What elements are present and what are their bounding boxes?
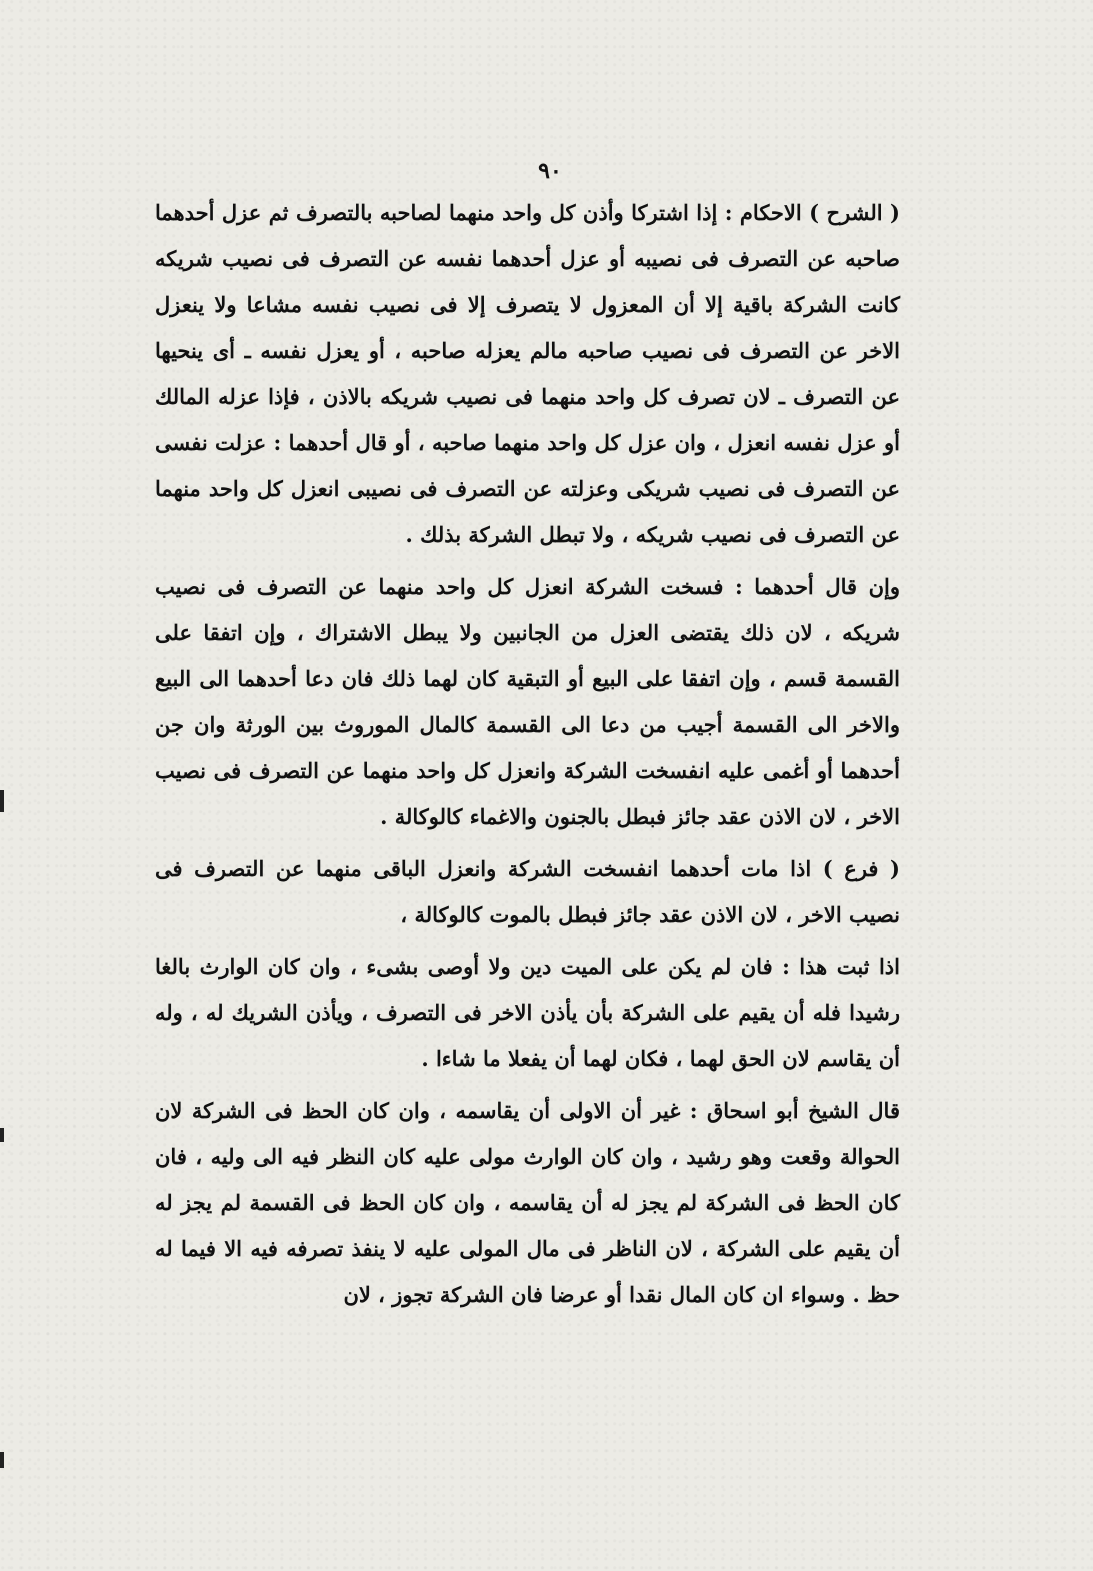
paragraph-sharh: ( الشرح ) الاحكام : إذا اشتركا وأذن كل واحد منهما لصاحبه بالتصرف ثم عزل أحدهما صاحبه عن التصرف فى نصيبه أو عزل أحدهما نفسه عن التصرف فى نصيب شريكه كانت الشركة باقية إلا أن المعزول لا يتصرف إلا فى نصيب نفسه مشاعا ولا ينعزل الاخر عن التصرف فى نصيب صاحبه مالم يعزله صاحبه ، أو يعزل نفسه ـ أى ينحيها عن التصرف ـ لان تصرف كل واحد منهما فى نصيب شريكه بالاذن ، فإذا عزله المالك أو عزل نفسه انعزل ، وان عزل كل واحد منهما صاحبه ، أو قال أحدهما : عزلت نفسى عن التصرف فى نصيب شريكى وعزلته عن التصرف فى نصيبى انعزل كل واحد منهما عن التصرف فى نصيب شريكه ، ولا تبطل الشركة بذلك . <box>155 200 900 547</box>
paragraph-faskh: وإن قال أحدهما : فسخت الشركة انعزل كل واحد منهما عن التصرف فى نصيب شريكه ، لان ذلك يقتضى العزل من الجانبين ولا يبطل الاشتراك ، وإن اتفقا على القسمة قسم ، وإن اتفقا على البيع أو التبقية كان لهما ذلك فان دعا أحدهما الى البيع والاخر الى القسمة أجيب من دعا الى القسمة كالمال الموروث بين الورثة وان جن أحدهما أو أغمى عليه انفسخت الشركة وانعزل كل واحد منهما عن التصرف فى نصيب الاخر ، لان الاذن عقد جائز فبطل بالجنون والاغماء كالوكالة . <box>155 574 900 829</box>
page-number: ٩٠ <box>538 158 562 184</box>
body-text <box>155 190 900 1318</box>
scan-edge-mark <box>0 1452 4 1468</box>
scan-edge-mark <box>0 790 4 812</box>
paragraph-far: ( فرع ) اذا مات أحدهما انفسخت الشركة وانعزل الباقى منهما عن التصرف فى نصيب الاخر ، لان الاذن عقد جائز فبطل بالموت كالوكالة ، <box>155 856 900 927</box>
paragraph-idha-thabata: اذا ثبت هذا : فان لم يكن على الميت دين ولا أوصى بشىء ، وان كان الوارث بالغا رشيدا فله أن يقيم على الشركة بأن يأذن الاخر فى التصرف ، ويأذن الشريك له ، وله أن يقاسم لان الحق لهما ، فكان لهما أن يفعلا ما شاءا . <box>155 954 900 1071</box>
scan-edge-mark <box>0 1128 4 1142</box>
paragraph-abu-ishaq: قال الشيخ أبو اسحاق : غير أن الاولى أن يقاسمه ، وان كان الحظ فى الشركة لان الحوالة وقعت وهو رشيد ، وان كان الوارث مولى عليه كان النظر فيه الى وليه ، فان كان الحظ فى الشركة لم يجز له أن يقاسمه ، وان كان الحظ فى القسمة لم يجز له أن يقيم على الشركة ، لان الناظر فى مال المولى عليه لا ينفذ تصرفه فيه الا فيما له حظ . وسواء ان كان المال نقدا أو عرضا فان الشركة تجوز ، لان <box>155 1098 900 1307</box>
